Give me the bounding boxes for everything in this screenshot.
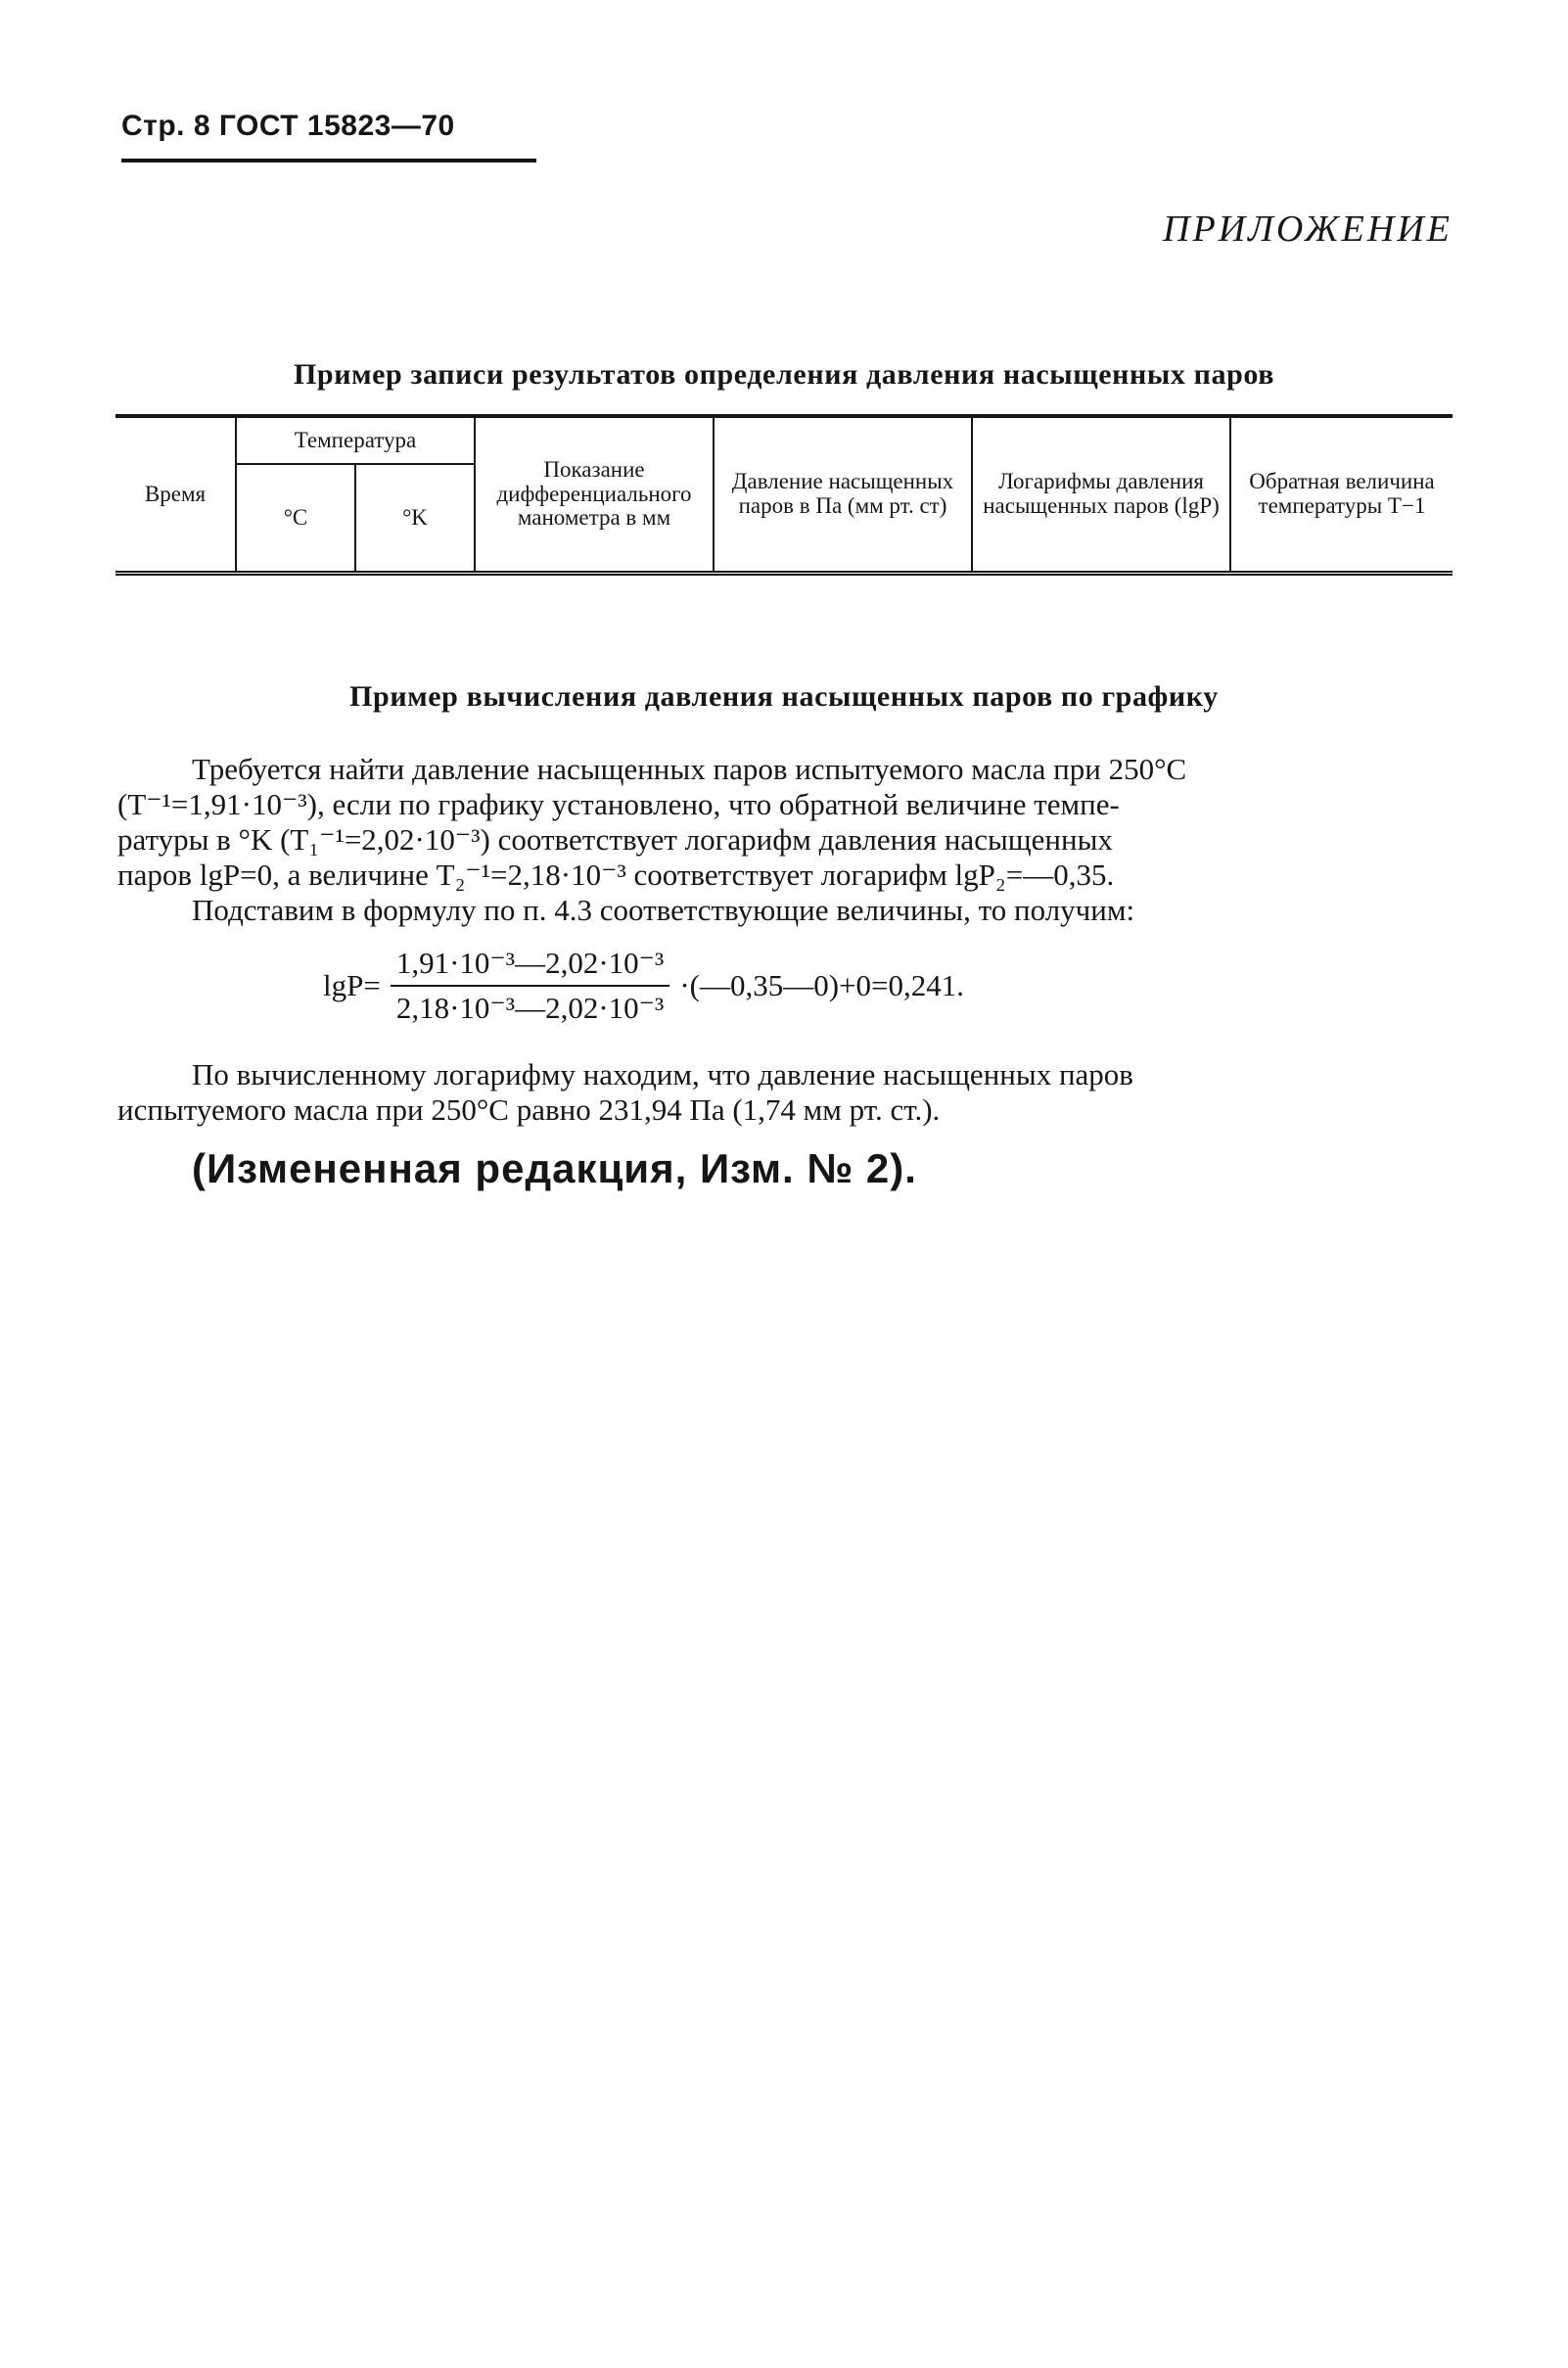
paragraph-line: Подставим в формулу по п. 4.3 соответствующие величины, то получим: (192, 893, 1135, 927)
amendment-note: (Измененная редакция, Изм. № 2). (192, 1145, 917, 1191)
paragraph-line: По вычисленному логарифму находим, что давление насыщенных паров (192, 1057, 1133, 1091)
col-time: Время (115, 416, 236, 574)
formula-lhs: lgP= (323, 968, 381, 1002)
col-manometer: Показание дифференциального манометра в мм (475, 416, 714, 574)
table-title: Пример записи результатов определения давления насыщенных паров (293, 358, 1275, 391)
paragraph-line: испытуемого масла при 250°C равно 231,94 Па (1,74 мм рт. ст.). (117, 1092, 941, 1127)
paragraph-example (117, 752, 1454, 928)
formula-denominator: 2,18·10⁻³—2,02·10⁻³ (395, 991, 665, 1025)
col-log: Логарифмы давления насыщенных паров (lgP) (972, 416, 1230, 574)
paragraph-result (117, 1057, 1454, 1128)
paragraph-line: (T⁻¹=1,91·10⁻³), если по графику установлено, что обратной величине темпе- (117, 787, 1120, 821)
results-table (115, 414, 1453, 576)
col-celsius: °C (236, 464, 355, 574)
col-kelvin: °K (355, 464, 475, 574)
paragraph-line: ратуры в °K (T₁⁻¹=2,02·10⁻³) соответствует логарифм давления насыщенных (117, 822, 1113, 857)
page-header: Стр. 8 ГОСТ 15823—70 (121, 110, 455, 142)
col-pressure: Давление насыщенных паров в Па (мм рт. ст) (714, 416, 972, 574)
formula-numerator: 1,91·10⁻³—2,02·10⁻³ (391, 946, 669, 987)
paragraph-line: паров lgP=0, а величине T₂⁻¹=2,18·10⁻³ соответствует логарифм lgP₂=—0,35. (117, 858, 1115, 892)
appendix-label: ПРИЛОЖЕНИЕ (1163, 209, 1453, 250)
formula (323, 946, 964, 1026)
formula-rhs: ·(—0,35—0)+0=0,241. (679, 968, 964, 1002)
col-temperature: Температура (236, 416, 475, 464)
paragraph-line: Требуется найти давление насыщенных паров испытуемого масла при 250°C (192, 752, 1187, 786)
header-rule (121, 159, 536, 163)
formula-fraction (391, 946, 669, 1026)
section-title: Пример вычисления давления насыщенных паров по графику (349, 680, 1219, 713)
col-inverse-temperature: Обратная величина температуры T−1 (1230, 416, 1453, 574)
